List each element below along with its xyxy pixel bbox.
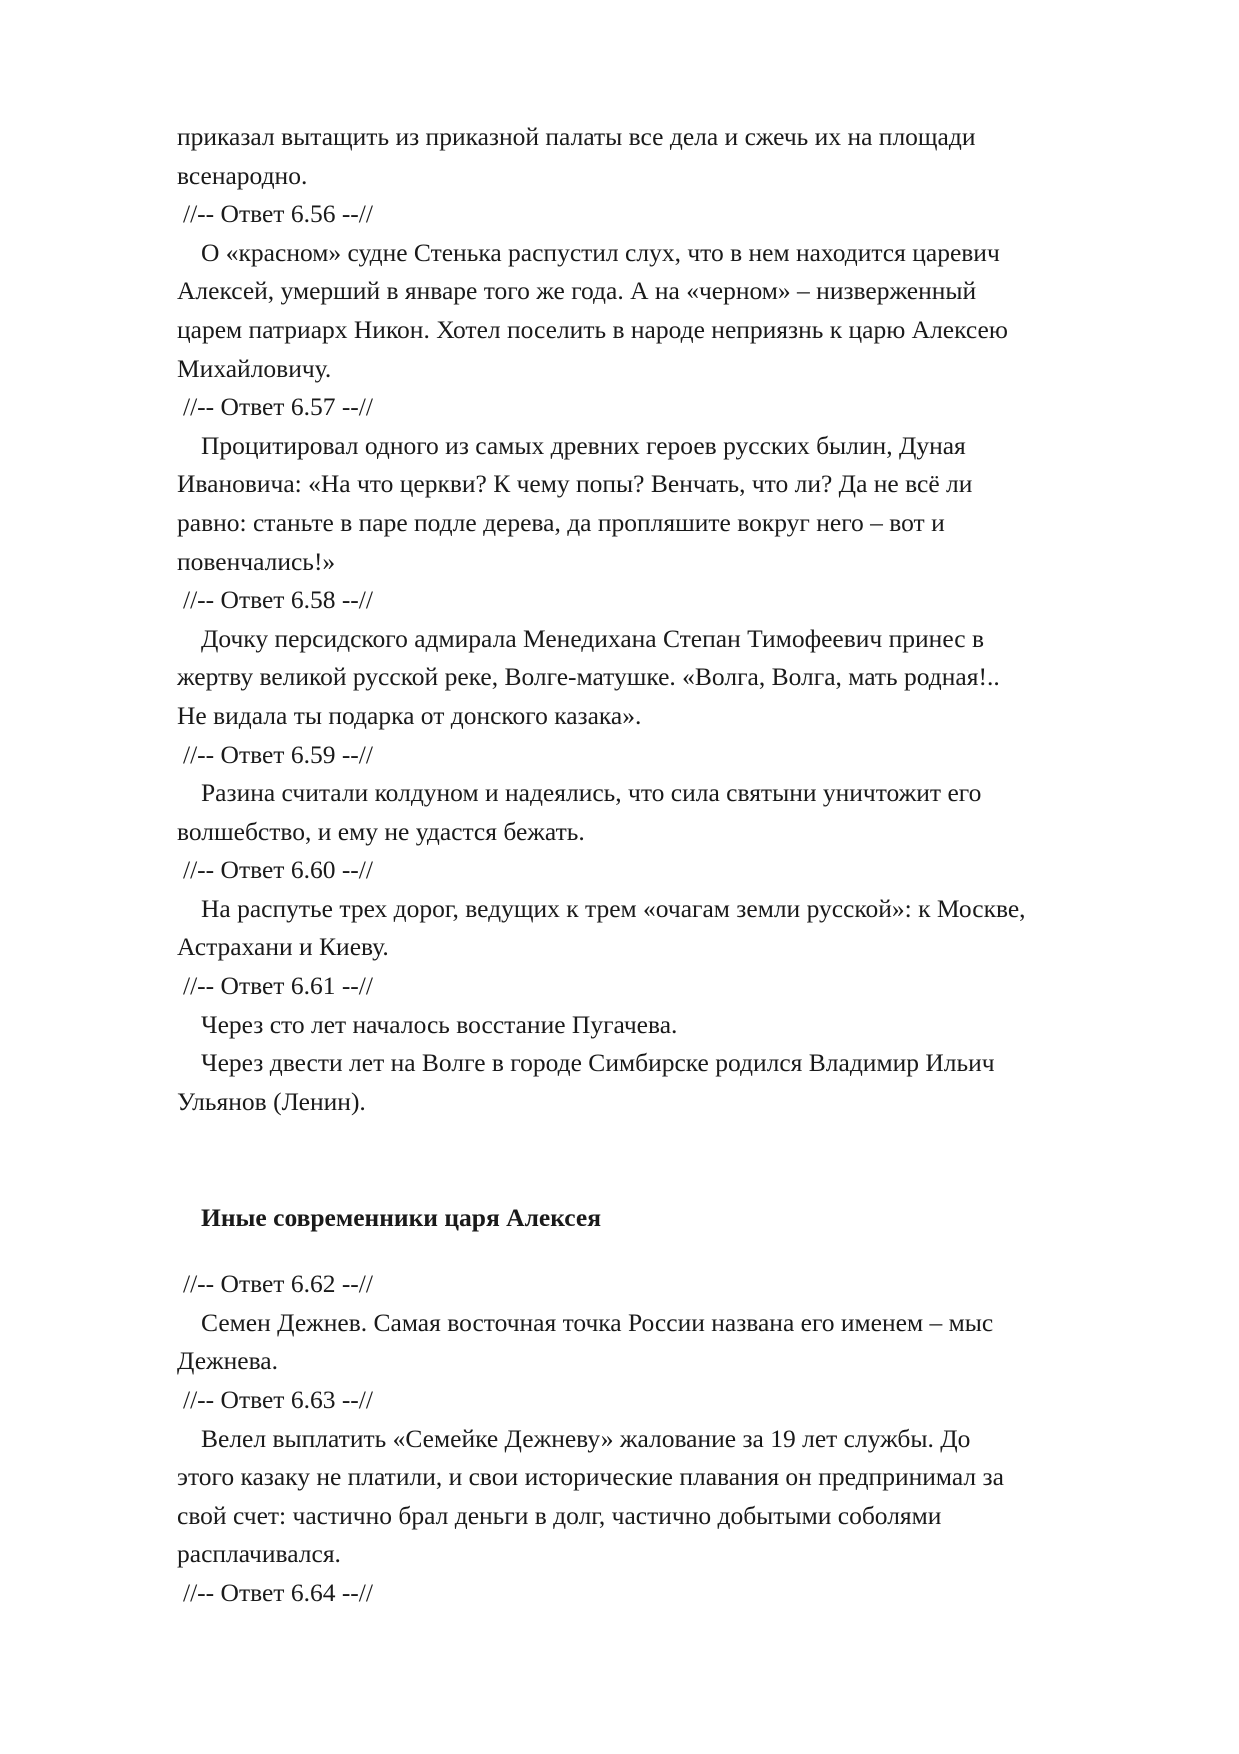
paragraph-line: Ивановича: «На что церкви? К чему попы? Венчать, что ли? Да не всё ли xyxy=(177,469,973,499)
paragraph-line: Астрахани и Киеву. xyxy=(177,932,389,962)
paragraph-line: Велел выплатить «Семейке Дежневу» жалование за 19 лет службы. До xyxy=(201,1423,971,1453)
spacer xyxy=(177,1237,1177,1265)
paragraph-line: волшебство, и ему не удастся бежать. xyxy=(177,816,585,846)
paragraph-line: повенчались!» xyxy=(177,546,336,576)
paragraph xyxy=(177,1304,1177,1381)
document-body xyxy=(177,118,1177,1613)
answer-marker: //-- Ответ 6.63 --// xyxy=(183,1385,373,1414)
answer-marker: //-- Ответ 6.57 --// xyxy=(183,392,373,422)
paragraph-line: Михайловичу. xyxy=(177,353,332,383)
paragraph xyxy=(177,234,1177,388)
paragraph xyxy=(177,118,1177,195)
paragraph xyxy=(177,1044,1177,1121)
blank-line xyxy=(177,1121,1177,1160)
paragraph-line: Через сто лет началось восстание Пугачева. xyxy=(201,1009,678,1039)
paragraph-line: свой счет: частично брал деньги в долг, частично добытыми соболями xyxy=(177,1500,942,1530)
paragraph-line: Не видала ты подарка от донского казака». xyxy=(177,700,642,730)
answer-marker: //-- Ответ 6.59 --// xyxy=(183,739,373,769)
paragraph-line: этого казаку не платили, и свои исторические плавания он предпринимал за xyxy=(177,1462,1004,1492)
answer-marker: //-- Ответ 6.62 --// xyxy=(183,1269,373,1299)
paragraph-line: О «красном» судне Стенька распустил слух, что в нем находится царевич xyxy=(201,237,1000,267)
answer-marker: //-- Ответ 6.61 --// xyxy=(183,971,373,1001)
paragraph-line: расплачивался. xyxy=(177,1539,341,1569)
answer-marker: //-- Ответ 6.56 --// xyxy=(183,199,373,229)
paragraph xyxy=(177,620,1177,736)
paragraph xyxy=(177,427,1177,581)
paragraph-line: Ульянов (Ленин). xyxy=(177,1086,366,1116)
paragraph-line: Через двести лет на Волге в городе Симбирске родился Владимир Ильич xyxy=(201,1048,995,1078)
section-heading: Иные современники царя Алексея xyxy=(201,1202,601,1232)
blank-line xyxy=(177,1160,1177,1199)
paragraph-line: Дочку персидского адмирала Менедихана Степан Тимофеевич принес в xyxy=(201,623,985,653)
answer-marker: //-- Ответ 6.60 --// xyxy=(183,855,373,885)
paragraph-line: равно: станьте в паре подле дерева, да пропляшите вокруг него – вот и xyxy=(177,507,945,537)
paragraph xyxy=(177,1420,1177,1574)
paragraph-line: Семен Дежнев. Самая восточная точка России названа его именем – мыс xyxy=(201,1307,994,1337)
paragraph-line: На распутье трех дорог, ведущих к трем «очагам земли русской»: к Москве, xyxy=(201,893,1026,923)
answer-marker: //-- Ответ 6.58 --// xyxy=(183,585,373,615)
paragraph xyxy=(177,1006,1177,1045)
paragraph xyxy=(177,774,1177,851)
answer-marker: //-- Ответ 6.64 --// xyxy=(183,1577,373,1607)
paragraph-line: жертву великой русской реке, Волге-матушке. «Волга, Волга, мать родная!.. xyxy=(177,662,1000,692)
paragraph-line: Процитировал одного из самых древних героев русских былин, Дуная xyxy=(201,430,966,460)
paragraph-line: всенародно. xyxy=(177,160,308,190)
paragraph-line: Дежнева. xyxy=(177,1346,279,1376)
paragraph-line: Разина считали колдуном и надеялись, что сила святыни уничтожит его xyxy=(201,778,982,808)
paragraph-line: царем патриарх Никон. Хотел поселить в народе неприязнь к царю Алексею xyxy=(177,314,1008,344)
paragraph xyxy=(177,890,1177,967)
paragraph-line: Алексей, умерший в январе того же года. А на «черном» – низверженный xyxy=(177,276,977,306)
paragraph-line: приказал вытащить из приказной палаты все дела и сжечь их на площади xyxy=(177,122,976,151)
